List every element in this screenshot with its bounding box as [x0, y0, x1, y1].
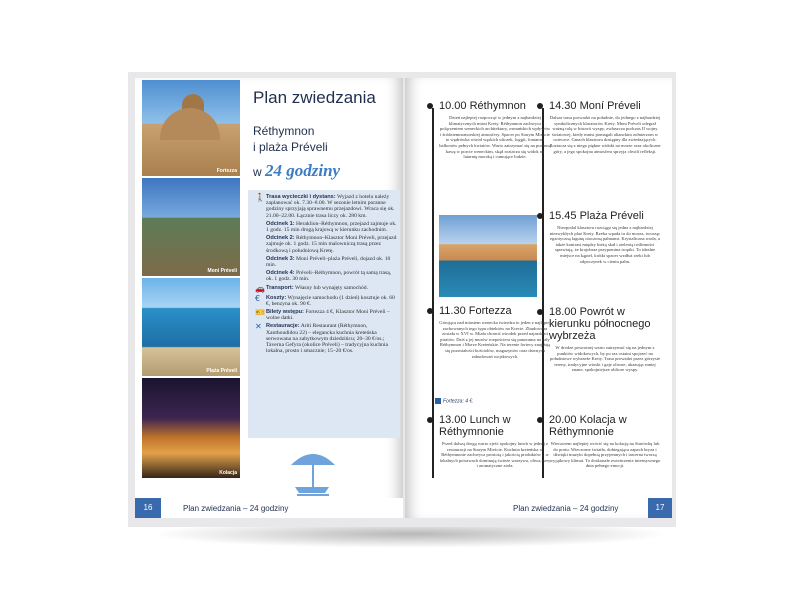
info-row: Odcinek 1: Heraklion–Réthymnon, przejazd zajmuje ok. 1 godz. 15 min drogą krajową w kierunku zachodnim.: [266, 220, 397, 234]
section-heading: 15.45 Plaża Préveli: [549, 210, 661, 222]
info-row: 🚶 Trasa wycieczki i dystans: Wyjazd z hotelu należy zaplanować ok. 7.30–8.00. W sezonie letnim poranne godziny sprzyjają sprawnemu przejazdowi. Wraca się ok. 21.00–22.00. Łącznie trasa liczy ok. 280 km.: [255, 193, 395, 219]
section-text: Nieopodal klasztoru rozciąga się jedna z najbardziej niezwykłych plaż Krety. Rzeka wpada tu do morza, tworząc egzotyczną lagunę otoczoną palmami. Krystaliczna woda, a także kontrast między bieżą skał i zielenią roślinności sprawiają, że krajobraz przypomina tropiki. To idealne miejsce na kąpiel, krótki spacer wzdłuż rzeki lub odpoczynek w cieniu palm.: [549, 225, 661, 264]
section-text: Przed dalszą drogą warto zjeść spokojny lunch w jednej z restauracji na Starym Mieście. Kuchnia kreteńska w Réthymnonie zachwyca prostotą i jakością produktów – w lokalnych potrawach dominują świeże warzywa, oliwa, sery i aromatyczne zioła.: [439, 441, 551, 469]
beach-umbrella-icon: [283, 443, 343, 498]
info-rows: [255, 194, 397, 356]
info-row: Odcinek 3: Moni Préveli–plaża Préveli, dojazd ok. 10 min.: [266, 255, 391, 269]
euro-icon: €: [255, 293, 261, 303]
subtitle-hours: 24 godziny: [265, 161, 341, 180]
footer-title: Plan zwiedzania – 24 godziny: [183, 504, 289, 513]
fort-wall: [160, 108, 220, 140]
photo-harbor: [439, 215, 537, 297]
walking-icon: 🚶: [255, 193, 265, 202]
subtitle-line2: i plaża Préveli: [253, 140, 328, 154]
page-title: Plan zwiedzania: [253, 88, 376, 107]
info-row: Odcinek 4: Préveli–Réthymnon, powrót tą samą trasą, ok. 1 godz. 30 min.: [266, 270, 392, 283]
ticket-icon: [435, 398, 441, 404]
photo-caption: Moni Préveli: [207, 268, 237, 274]
section-rethymnon: [439, 100, 551, 160]
ticket-icon: 🎫: [255, 308, 265, 318]
photo-moni-preveli: [142, 178, 240, 276]
subtitle-prefix: w: [253, 165, 265, 179]
page-number: 16: [135, 498, 161, 518]
photo-caption: Fortezza: [216, 168, 237, 174]
section-heading: 18.00 Powrót w kierunku północnego wybrzeża: [549, 306, 661, 342]
section-text: Wieczorem najlepiej wrócić się na kolację na Starówkę lub do portu. Wieczorne światła, dobiegająca zapach bryza i dźwięki muzyki dopełnią przyjemnych i tawerna tworzą wyjątkowy klimat. To doskonałe zwieńczenie intensywnego dnia pełnego emocji.: [549, 441, 661, 469]
price-note: Fortezza: 4 €.: [435, 398, 474, 404]
info-row: Odcinek 2: Réthymnon–Klasztor Moni Préveli, przejazd zajmuje ok. 1 godz. 15 min malowniczą trasą przez środkową i południową Kretę.: [266, 235, 397, 254]
page-number: 17: [648, 498, 672, 518]
info-row: 🎫 Bilety wstępu: Fortezza 4 €, Klasztor Moni Préveli – wolne datki.: [255, 308, 390, 322]
section-heading: 11.30 Fortezza: [439, 305, 551, 317]
section-heading: 13.00 Lunch w Réthymnonie: [439, 414, 551, 438]
left-page: [135, 78, 403, 518]
info-row: 🚗 Transport: Własny lub wynajęty samochód.: [255, 283, 368, 293]
section-lunch: [439, 414, 551, 469]
photo-caption: Plaża Préveli: [206, 368, 237, 374]
section-text: W drodze powrotnej warto zatrzymać się na jednym z punktów widokowych, by po raz ostatni spojrzeć na południowe wybrzeże Krety. Trasa prowadzi przez górzyste tereny, tradycyjne wioski i gaje oliwne, ukazując mniej znane, spokojniejsze oblicze wyspy.: [549, 345, 661, 373]
section-heading: 20.00 Kolacja w Réthymnonie: [549, 414, 661, 438]
cutlery-icon: ✕: [255, 322, 262, 332]
info-row: ✕ Restauracje: Ariti Restaurant (Réthymnon, Xanthoudidou 22) – elegancka kuchnia kreteńska serwowana na zabytkowym dziedzińcu; 20–30 €/os.; Taverna Gefyra (okolice Préveli) – tradycyjna kuchnia lokalna, prosto i smacznie; 15–20 €/os.: [255, 322, 388, 355]
photo-plaza-preveli: [142, 278, 240, 376]
footer-title: Plan zwiedzania – 24 godziny: [513, 504, 619, 513]
section-text: Dzień najlepiej rozpocząć w jednym z najbardziej klimatycznych miast Krety. Réthymnon zachwyca połączeniem weneckich architektury, osmańskich wpływów i śródziemnomorskiej atmosfery. Spacer po Starym Mieście to wędrówka wśród wąskich uliczek, loggii, fontann i balkonów pełnych kwiatów. Warto zatrzymać się na poranną kawę w porcie weneckim, skąd roztacza się widok na latarnię morską i cumujące łodzie.: [439, 115, 551, 160]
section-plaza-preveli: [549, 210, 661, 264]
section-moni-preveli: [549, 100, 661, 154]
section-text: Górująca nad miastem wenecka twierdza to jeden z najlepiej zachowanych tego typu obiektów na Krecie. Zbudowana została w XVI w. Miała chronić ośrodek przed najazdami piratów. Dziś z jej murów rozpościera się panorama na cały Réthymnon i Morze Kreteńskie. Na terenie fortecy znajdują się pozostałości kościołów, magazynów oraz dawnych zabudowań wojskowych.: [439, 320, 551, 359]
photo-caption: Kolacja: [219, 470, 237, 476]
photo-kolacja: [142, 378, 240, 478]
section-text: Dalsza trasa prowadzi na południe, do jednego z najbardziej symbolicznych klasztorów Krety. Moni Préveli odegrał ważną rolę w historii wyspy, zwłaszcza podczas II wojny światowej, kiedy mnisi pomagali alianckim żołnierzom w ucieczce. Gmach klasztoru dostępny dla zwiedzających. Roztacza się z niego piękne widoki na morze oraz okoliczne góry, a jego spokojna atmosfera sprzyja chwili refleksji.: [549, 115, 661, 154]
section-heading: 10.00 Réthymnon: [439, 100, 551, 112]
section-fortezza: [439, 305, 551, 359]
info-row: € Koszty: Wynajęcie samochodu (1 dzień) kosztuje ok. 60 €, benzyna ok. 90 €.: [255, 293, 395, 307]
subtitle: [253, 123, 328, 155]
section-return: [549, 306, 661, 373]
photo-fortezza: [142, 80, 240, 176]
right-page: [405, 78, 672, 518]
subtitle-line1: Réthymnon: [253, 124, 315, 138]
section-dinner: [549, 414, 661, 469]
subtitle-line3: [253, 161, 340, 181]
timeline-left: [432, 108, 434, 478]
section-heading: 14.30 Moní Préveli: [549, 100, 661, 112]
car-icon: 🚗: [255, 283, 265, 293]
